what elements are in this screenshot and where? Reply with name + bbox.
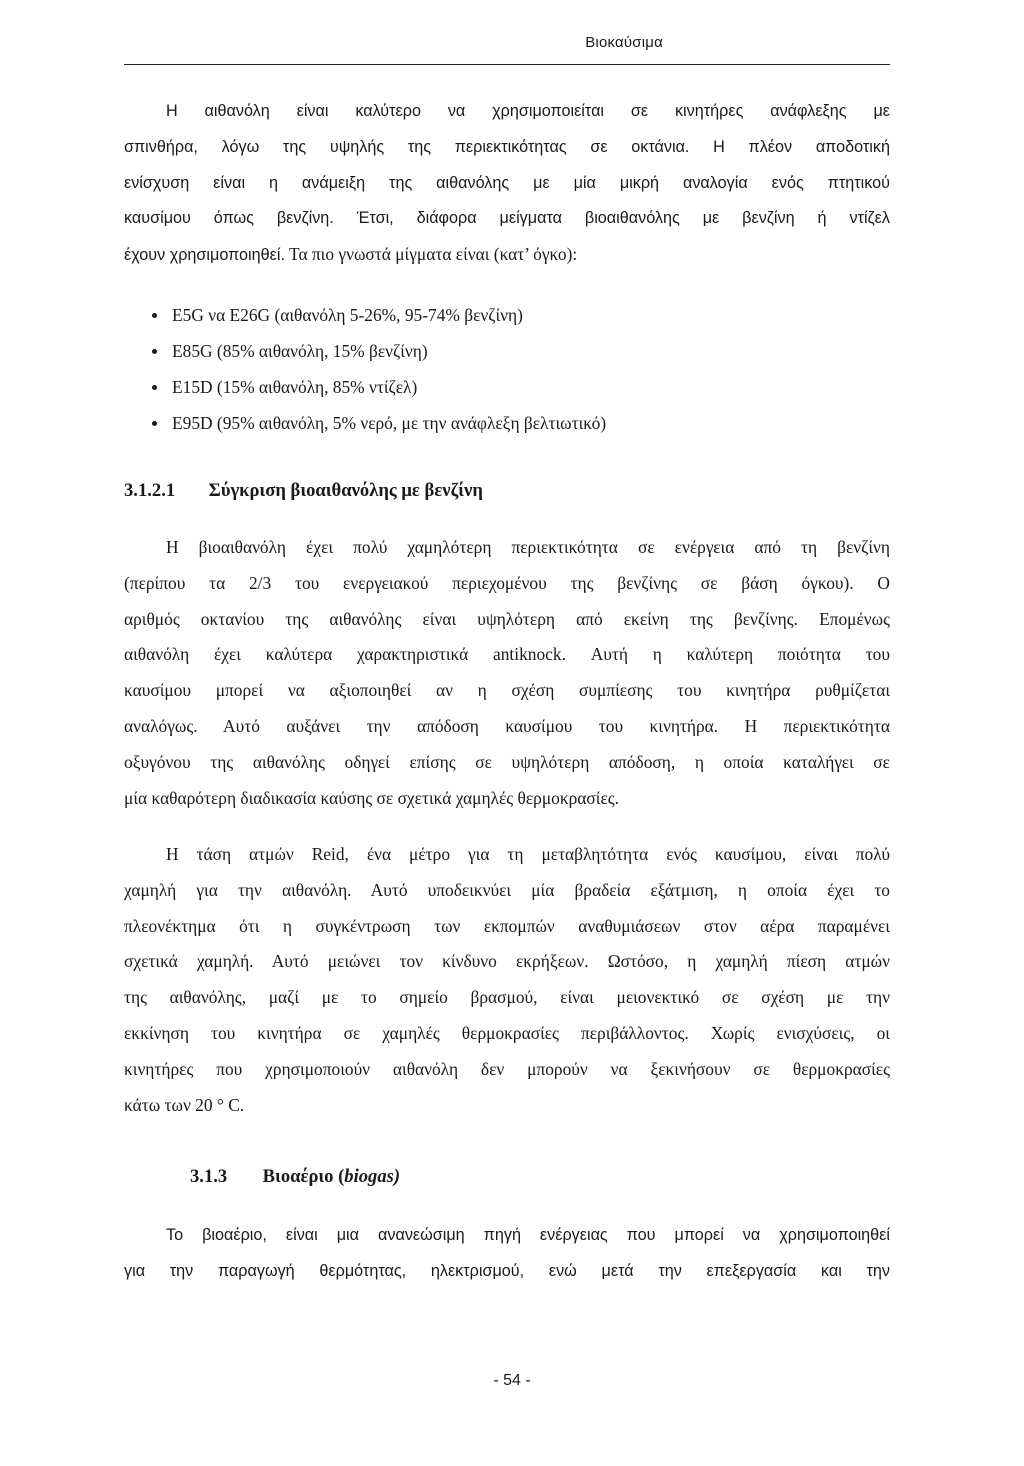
section-title: Σύγκριση βιοαιθανόλης με βενζίνη (208, 480, 483, 501)
paragraph-line: Η αιθανόλη είναι καλύτερο να χρησιμοποιείται σε κινητήρες ανάφλεξης με (166, 102, 890, 120)
paragraph-line: κινητήρες που χρησιμοποιούν αιθανόλη δεν μπορούν να ξεκινήσουν σε θερμοκρασίες (124, 1058, 890, 1079)
intro-paragraph (124, 94, 890, 274)
section-number: 3.1.2.1 (124, 480, 176, 501)
comparison-paragraph-1 (124, 530, 890, 816)
paragraph-line: οξυγόνου της αιθανόλης οδηγεί επίσης σε υψηλότερη απόδοση, η οποία καταλήγει σε (124, 751, 890, 772)
paragraph-line: χαμηλή για την αιθανόλη. Αυτό υποδεικνύει μία βραδεία εξάτμιση, η οποία έχει το (124, 879, 890, 900)
section-title (263, 1166, 400, 1188)
section-heading-3-1-2-1 (124, 480, 483, 502)
paragraph-line: καυσίμου όπως βενζίνη. Έτσι, διάφορα μείγματα βιοαιθανόλης με βενζίνη ή ντίζελ (124, 209, 890, 228)
paragraph-line: Η τάση ατμών Reid, ένα μέτρο για τη μεταβλητότητα ενός καυσίμου, είναι πολύ (166, 844, 890, 864)
paragraph-line: αιθανόλη έχει καλύτερα χαρακτηριστικά antiknock. Αυτή η καλύτερη ποιότητα του (124, 644, 890, 665)
paragraph-line: αριθμός οκτανίου της αιθανόλης είναι υψηλότερη από εκείνη της βενζίνης. Επομένως (124, 608, 890, 629)
paragraph-line: Η βιοαιθανόλη έχει πολύ χαμηλότερη περιεκτικότητα σε ενέργεια από τη βενζίνη (166, 537, 890, 557)
paragraph-line: πλεονέκτημα ότι η συγκέντρωση των εκπομπών αναθυμιάσεων στον αέρα παραμένει (124, 915, 890, 936)
section-title-text: Βιοαέριο ( (262, 1166, 345, 1187)
section-title-italic: biogas) (344, 1166, 401, 1187)
comparison-paragraph-2 (124, 837, 890, 1123)
list-item: E85G (85% αιθανόλη, 15% βενζίνη) (152, 333, 852, 369)
list-item: E95D (95% αιθανόλη, 5% νερό, με την ανάφλεξη βελτιωτικό) (152, 405, 852, 441)
paragraph-line: της αιθανόλης, μαζί με το σημείο βρασμού, είναι μειονεκτικό σε σχέση με την (124, 987, 890, 1008)
blend-list (152, 297, 852, 441)
paragraph-line: αναλόγως. Αυτό αυξάνει την απόδοση καυσίμου του κινητήρα. Η περιεκτικότητα (124, 715, 890, 736)
paragraph-line: Το βιοαέριο, είναι μια ανανεώσιμη πηγή ενέργειας που μπορεί να χρησιμοποιηθεί (166, 1226, 890, 1244)
paragraph-line-start: έχουν χρησιμοποιηθεί. (124, 246, 285, 265)
list-item: E5G να E26G (αιθανόλη 5-26%, 95-74% βενζίνη) (152, 297, 852, 333)
paragraph-line-end: Τα πιο γνωστά μίγματα είναι (κατ’ όγκο): (284, 244, 578, 265)
list-item: E15D (15% αιθανόλη, 85% ντίζελ) (152, 369, 852, 405)
paragraph-line: για την παραγωγή θερμότητας, ηλεκτρισμού, ενώ μετά την επεξεργασία και την (124, 1261, 890, 1280)
paragraph-line: ενίσχυση είναι η ανάμειξη της αιθανόλης με μία μικρή αναλογία ενός πτητικού (124, 173, 890, 192)
paragraph-line: μία καθαρότερη διαδικασία καύσης σε σχετικά χαμηλές θερμοκρασίες. (124, 787, 620, 808)
section-number: 3.1.3 (190, 1166, 228, 1187)
running-header (124, 34, 890, 65)
paragraph-line: εκκίνηση του κινητήρα σε χαμηλές θερμοκρασίες περιβάλλοντος. Χωρίς ενισχύσεις, οι (124, 1022, 890, 1043)
paragraph-line: σπινθήρα, λόγω της υψηλής της περιεκτικότητας σε οκτάνια. Η πλέον αποδοτική (124, 137, 890, 156)
paragraph-line: (περίπου τα 2/3 του ενεργειακού περιεχομένου της βενζίνης σε βάση όγκου). Ο (124, 572, 890, 593)
paragraph-line: σχετικά χαμηλή. Αυτό μειώνει τον κίνδυνο εκρήξεων. Ωστόσο, η χαμηλή πίεση ατμών (124, 951, 890, 972)
biogas-paragraph (124, 1218, 890, 1290)
page-number: - 54 - (493, 1372, 531, 1389)
running-header-title: Βιοκαύσιμα (585, 34, 663, 51)
paragraph-line: καυσίμου μπορεί να αξιοποιηθεί αν η σχέση συμπίεσης του κινητήρα ρυθμίζεται (124, 680, 890, 701)
paragraph-line: κάτω των 20 ° C. (124, 1094, 245, 1115)
paragraph-line (124, 237, 890, 274)
section-heading-3-1-3 (190, 1166, 400, 1188)
